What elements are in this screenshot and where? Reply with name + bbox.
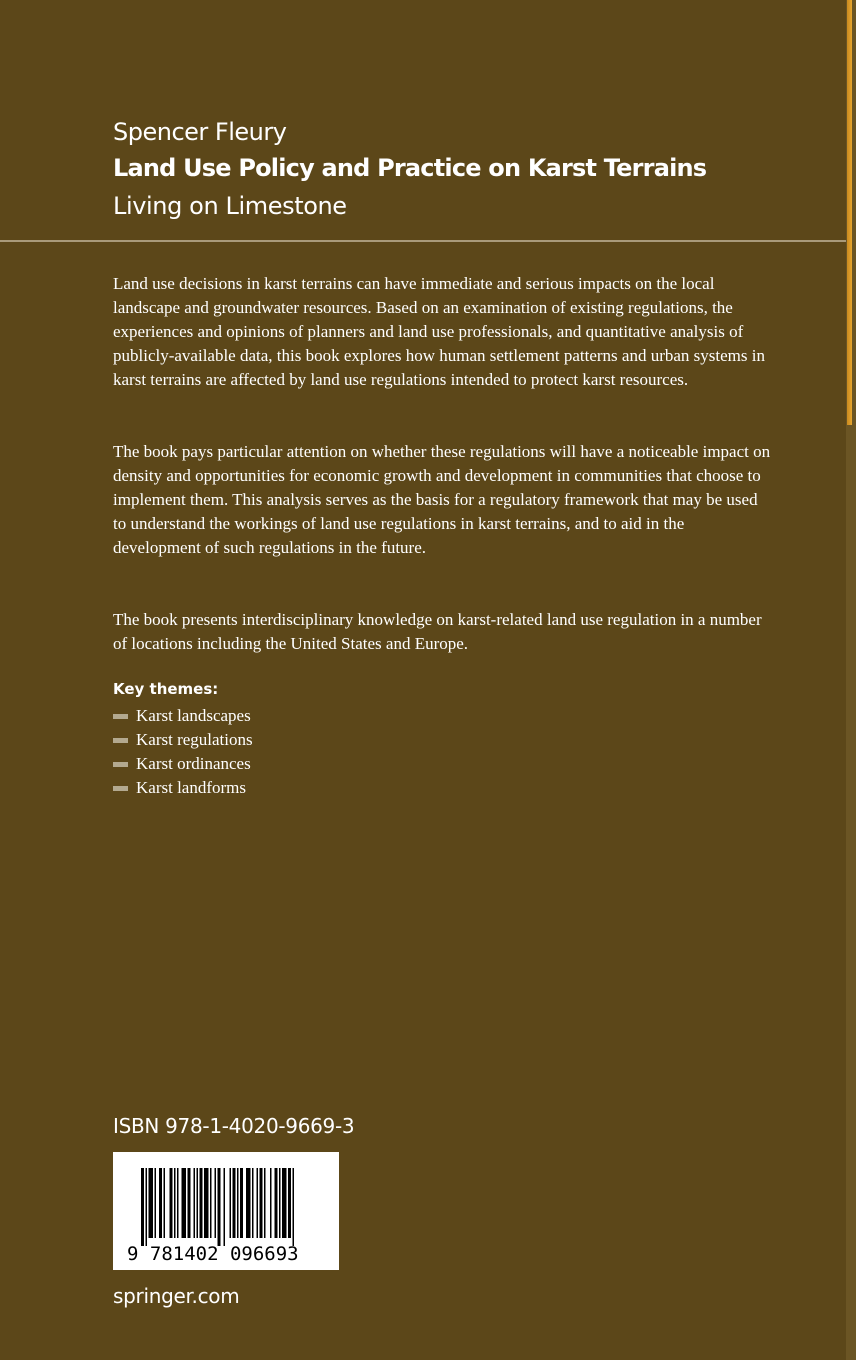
key-theme-item <box>113 752 253 776</box>
barcode-graphic <box>113 1152 339 1270</box>
barcode-bar <box>159 1168 162 1238</box>
barcode-bar <box>252 1168 254 1238</box>
barcode-bar <box>275 1168 278 1238</box>
key-theme-item <box>113 728 253 752</box>
dash-bullet-icon <box>113 738 128 743</box>
barcode-bar <box>288 1168 291 1238</box>
barcode <box>113 1152 339 1270</box>
dash-bullet-icon <box>113 714 128 719</box>
key-theme-label: Karst landforms <box>136 778 247 797</box>
barcode-bar <box>182 1168 187 1238</box>
barcode-bar <box>155 1168 157 1238</box>
barcode-bar <box>260 1168 263 1238</box>
spine-accent <box>847 0 852 425</box>
barcode-bars <box>141 1168 294 1246</box>
barcode-digits: 9 781402 096693 <box>127 1243 299 1265</box>
barcode-bar <box>197 1168 199 1238</box>
dash-bullet-icon <box>113 786 128 791</box>
barcode-bar <box>246 1168 251 1238</box>
barcode-bar <box>188 1168 191 1238</box>
barcode-bar <box>240 1168 243 1238</box>
barcode-bar <box>270 1168 272 1238</box>
barcode-bar <box>177 1168 179 1238</box>
barcode-bar <box>257 1168 259 1238</box>
author-name: Spencer Fleury <box>113 118 287 146</box>
barcode-bar <box>141 1168 144 1246</box>
key-themes-list <box>113 704 253 800</box>
key-themes-heading: Key themes: <box>113 680 219 698</box>
isbn-text: ISBN 978-1-4020-9669-3 <box>113 1114 355 1138</box>
divider <box>0 240 846 242</box>
description-paragraph-1: Land use decisions in karst terrains can have immediate and serious impacts on the local landscape and groundwater resources. Based on an examination of existing regulations, the experiences and opinions of planners and land use professionals, and quantitative analysis of publicly-available data, this book explores how human settlement patterns and urban systems in karst terrains are affected by land use regulations intended to protect karst resources. <box>113 274 765 389</box>
barcode-bar <box>282 1168 287 1238</box>
key-theme-item <box>113 704 253 728</box>
barcode-bar <box>237 1168 239 1238</box>
barcode-bar <box>218 1168 221 1246</box>
barcode-bar <box>174 1168 176 1238</box>
key-theme-label: Karst regulations <box>136 730 253 749</box>
barcode-bar <box>170 1168 173 1238</box>
barcode-bar <box>164 1168 166 1238</box>
barcode-bar <box>233 1168 236 1238</box>
barcode-bar <box>224 1168 226 1246</box>
publisher-website: springer.com <box>113 1284 240 1308</box>
barcode-bar <box>194 1168 196 1238</box>
barcode-bar <box>200 1168 203 1238</box>
description-paragraph-3: The book presents interdisciplinary knowledge on karst-related land use regulation in a number of locations including the United States and Europe. <box>113 610 762 653</box>
barcode-bar <box>146 1168 148 1246</box>
barcode-bar <box>293 1168 295 1246</box>
barcode-bar <box>279 1168 281 1238</box>
key-theme-label: Karst landscapes <box>136 706 251 725</box>
dash-bullet-icon <box>113 762 128 767</box>
barcode-bar <box>230 1168 232 1238</box>
barcode-bar <box>264 1168 266 1238</box>
book-title: Land Use Policy and Practice on Karst Terrains <box>113 154 707 182</box>
barcode-bar <box>215 1168 217 1238</box>
book-subtitle: Living on Limestone <box>113 192 347 220</box>
key-theme-item <box>113 776 253 800</box>
description-paragraph-2: The book pays particular attention on whether these regulations will have a noticeable impact on density and opportunities for economic growth and development in communities that choose to implement them. This analysis serves as the basis for a regulatory framework that may be used to understand the workings of land use regulations in karst terrains, and to aid in the development of such regulations in the future. <box>113 442 771 557</box>
barcode-bar <box>204 1168 209 1238</box>
barcode-bar <box>149 1168 154 1238</box>
key-theme-label: Karst ordinances <box>136 754 251 773</box>
barcode-bar <box>210 1168 212 1238</box>
